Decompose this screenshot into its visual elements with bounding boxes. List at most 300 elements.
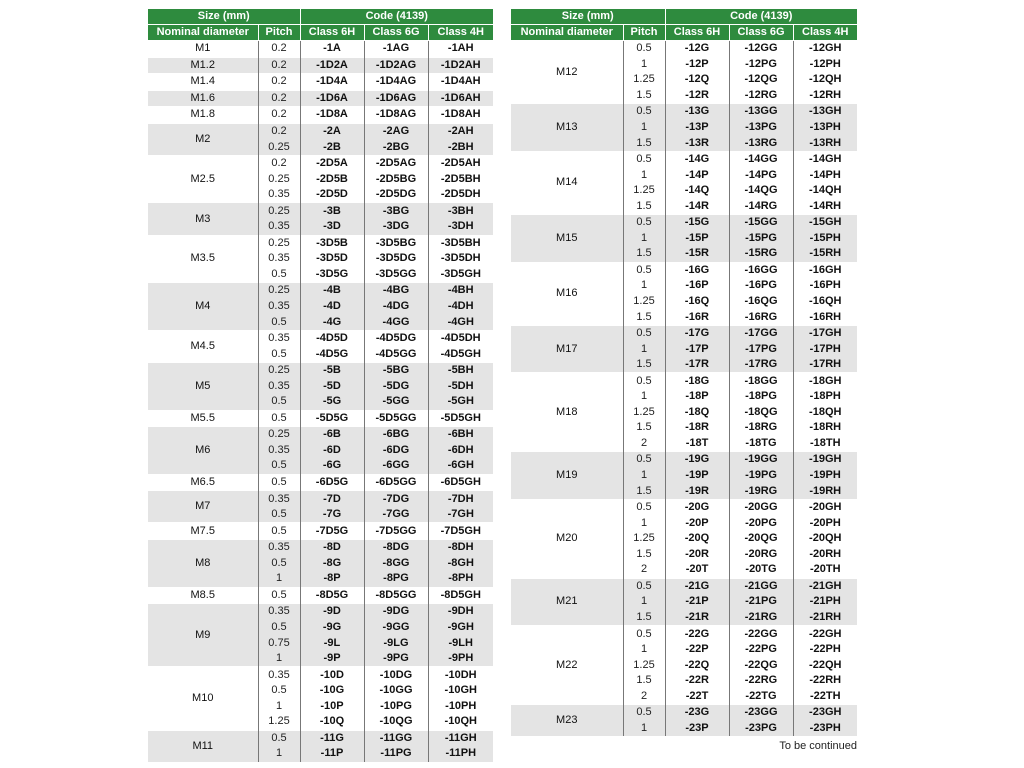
class-4h-code-cell: -3DH (428, 219, 493, 235)
class-6h-code-cell: -2A (300, 123, 364, 139)
class-6h-code-cell: -18Q (665, 405, 729, 421)
class-4h-code-cell: -19RH (793, 483, 857, 499)
nominal-diameter-cell: M18 (511, 373, 623, 452)
class-6h-code-cell: -23P (665, 721, 729, 737)
class-6h-code-cell: -17R (665, 357, 729, 373)
pitch-cell: 0.5 (258, 587, 300, 604)
class-4h-code-cell: -5GH (428, 394, 493, 410)
table-row (148, 604, 493, 620)
table-row (148, 123, 493, 139)
class-6h-code-cell: -13P (665, 120, 729, 136)
table-row (148, 41, 493, 58)
nominal-diameter-cell: M2 (148, 123, 258, 155)
pitch-cell: 1.25 (623, 183, 665, 199)
class-4h-code-cell: -2D5DH (428, 187, 493, 203)
class-4h-code-cell: -14QH (793, 183, 857, 199)
table-row (511, 262, 857, 278)
class-6g-code-cell: -5D5GG (364, 410, 428, 427)
class-6h-code-cell: -20T (665, 562, 729, 578)
class-4h-code-cell: -13RH (793, 135, 857, 151)
class-4h-code-cell: -8D5GH (428, 587, 493, 604)
pitch-cell: 0.5 (623, 373, 665, 389)
class-6g-code-cell: -8PG (364, 571, 428, 587)
left-header-row-1 (148, 9, 493, 25)
class-6g-code-cell: -9PG (364, 651, 428, 667)
class-4h-code-cell: -21GH (793, 578, 857, 594)
table-row (148, 57, 493, 74)
class-4h-code-cell: -18PH (793, 389, 857, 405)
class-6g-code-cell: -17RG (729, 357, 793, 373)
class-6h-code-cell: -14Q (665, 183, 729, 199)
class-6h-code-cell: -7D (300, 491, 364, 507)
nominal-diameter-cell: M6 (148, 427, 258, 475)
class-4h-code-cell: -16RH (793, 309, 857, 325)
class-6g-code-cell: -16RG (729, 309, 793, 325)
pitch-cell: 0.5 (623, 325, 665, 341)
class-4h-header: Class 4H (428, 25, 493, 41)
class-6g-code-cell: -10QG (364, 714, 428, 730)
pitch-cell: 1.5 (623, 420, 665, 436)
class-6g-code-cell: -20TG (729, 562, 793, 578)
pitch-cell: 1 (623, 120, 665, 136)
class-6h-header: Class 6H (300, 25, 364, 41)
pitch-cell: 1.5 (623, 547, 665, 563)
class-6g-code-cell: -6DG (364, 443, 428, 459)
class-6g-code-cell: -7D5GG (364, 523, 428, 540)
nominal-diameter-cell: M6.5 (148, 474, 258, 491)
class-4h-code-cell: -23PH (793, 721, 857, 737)
class-6h-code-cell: -4D5G (300, 346, 364, 362)
class-6h-code-cell: -21G (665, 578, 729, 594)
class-6g-code-cell: -5DG (364, 378, 428, 394)
table-row (148, 283, 493, 299)
code-header: Code (4139) (665, 9, 857, 25)
class-6g-code-cell: -22PG (729, 642, 793, 658)
pitch-cell: 0.35 (258, 604, 300, 620)
table-row (148, 235, 493, 251)
class-6h-code-cell: -12R (665, 88, 729, 104)
class-6h-code-cell: -18P (665, 389, 729, 405)
class-4h-code-cell: -15GH (793, 215, 857, 231)
class-6h-code-cell: -8P (300, 571, 364, 587)
class-6h-code-cell: -21R (665, 610, 729, 626)
pitch-cell: 1 (623, 341, 665, 357)
left-table-body (148, 41, 493, 762)
class-6g-code-cell: -16GG (729, 262, 793, 278)
nominal-diameter-cell: M7.5 (148, 523, 258, 540)
pitch-cell: 1.25 (623, 72, 665, 88)
table-row (148, 427, 493, 443)
class-4h-code-cell: -11PH (428, 746, 493, 762)
class-6h-code-cell: -1D6A (300, 90, 364, 107)
table-row (511, 41, 857, 57)
pitch-cell: 0.5 (623, 262, 665, 278)
class-4h-code-cell: -20QH (793, 531, 857, 547)
class-6g-code-cell: -6GG (364, 458, 428, 474)
size-header: Size (mm) (511, 9, 665, 25)
table-row (148, 587, 493, 604)
class-4h-code-cell: -3BH (428, 203, 493, 219)
class-6h-code-cell: -13G (665, 104, 729, 120)
class-6h-code-cell: -6G (300, 458, 364, 474)
class-6g-code-cell: -18RG (729, 420, 793, 436)
class-6g-code-cell: -21PG (729, 594, 793, 610)
class-4h-code-cell: -22PH (793, 642, 857, 658)
class-6h-code-cell: -12P (665, 57, 729, 73)
class-4h-code-cell: -5DH (428, 378, 493, 394)
right-header-row-2 (511, 25, 857, 41)
class-6h-code-cell: -12Q (665, 72, 729, 88)
pitch-cell: 1 (623, 468, 665, 484)
class-4h-code-cell: -13PH (793, 120, 857, 136)
pitch-header: Pitch (623, 25, 665, 41)
class-6g-code-cell: -22RG (729, 673, 793, 689)
class-6g-code-cell: -20QG (729, 531, 793, 547)
class-6g-code-cell: -6BG (364, 427, 428, 443)
class-6g-code-cell: -3D5GG (364, 267, 428, 283)
class-6g-code-cell: -23PG (729, 721, 793, 737)
nominal-diameter-cell: M11 (148, 730, 258, 762)
pitch-cell: 0.5 (258, 394, 300, 410)
class-6h-code-cell: -16G (665, 262, 729, 278)
class-4h-code-cell: -9LH (428, 635, 493, 651)
pitch-cell: 0.5 (258, 620, 300, 636)
class-6h-code-cell: -2D5A (300, 155, 364, 171)
pitch-cell: 1.25 (623, 531, 665, 547)
pitch-cell: 2 (623, 436, 665, 452)
table-row (511, 578, 857, 594)
class-4h-code-cell: -7D5GH (428, 523, 493, 540)
pitch-cell: 0.2 (258, 155, 300, 171)
pitch-cell: 1 (623, 57, 665, 73)
class-4h-code-cell: -1D8AH (428, 107, 493, 124)
class-6h-code-cell: -21P (665, 594, 729, 610)
class-6h-code-cell: -6D (300, 443, 364, 459)
class-6h-code-cell: -10G (300, 683, 364, 699)
class-6h-code-cell: -20R (665, 547, 729, 563)
pitch-cell: 0.5 (623, 499, 665, 515)
class-4h-code-cell: -14PH (793, 167, 857, 183)
pitch-cell: 0.25 (258, 427, 300, 443)
right-header-row-1 (511, 9, 857, 25)
pitch-cell: 0.5 (258, 410, 300, 427)
class-4h-code-cell: -16PH (793, 278, 857, 294)
class-4h-code-cell: -17GH (793, 325, 857, 341)
class-6h-code-cell: -16Q (665, 294, 729, 310)
class-4h-code-cell: -18GH (793, 373, 857, 389)
class-6h-code-cell: -1D2A (300, 57, 364, 74)
pitch-cell: 0.2 (258, 107, 300, 124)
class-4h-code-cell: -15PH (793, 231, 857, 247)
class-6g-code-cell: -7DG (364, 491, 428, 507)
nominal-diameter-cell: M23 (511, 704, 623, 736)
class-4h-code-cell: -2D5BH (428, 171, 493, 187)
table-row (511, 452, 857, 468)
class-6h-code-cell: -3B (300, 203, 364, 219)
class-6g-code-cell: -17GG (729, 325, 793, 341)
class-4h-code-cell: -6D5GH (428, 474, 493, 491)
class-6g-code-cell: -12PG (729, 57, 793, 73)
pitch-cell: 1.25 (623, 294, 665, 310)
class-6g-code-cell: -19RG (729, 483, 793, 499)
pitch-cell: 1.5 (623, 309, 665, 325)
class-4h-code-cell: -1D6AH (428, 90, 493, 107)
class-4h-code-cell: -23GH (793, 704, 857, 720)
class-6g-code-cell: -21RG (729, 610, 793, 626)
class-4h-code-cell: -4DH (428, 299, 493, 315)
class-6g-code-cell: -13PG (729, 120, 793, 136)
class-6g-header: Class 6G (729, 25, 793, 41)
class-4h-code-cell: -4GH (428, 314, 493, 330)
class-6g-code-cell: -3DG (364, 219, 428, 235)
nominal-diameter-cell: M1.6 (148, 90, 258, 107)
class-4h-code-cell: -11GH (428, 730, 493, 746)
pitch-cell: 0.5 (258, 346, 300, 362)
nominal-diameter-cell: M3.5 (148, 235, 258, 283)
class-6g-code-cell: -10GG (364, 683, 428, 699)
class-6h-code-cell: -14P (665, 167, 729, 183)
class-6g-code-cell: -16QG (729, 294, 793, 310)
class-6g-code-cell: -2AG (364, 123, 428, 139)
nominal-diameter-cell: M1.2 (148, 57, 258, 74)
nominal-diameter-cell: M3 (148, 203, 258, 235)
nominal-diameter-cell: M5 (148, 362, 258, 410)
table-row (511, 704, 857, 720)
class-4h-code-cell: -14RH (793, 198, 857, 214)
pitch-cell: 1 (623, 594, 665, 610)
class-6h-code-cell: -19R (665, 483, 729, 499)
class-6h-header: Class 6H (665, 25, 729, 41)
class-4h-code-cell: -10GH (428, 683, 493, 699)
table-row (148, 410, 493, 427)
class-6h-code-cell: -12G (665, 41, 729, 57)
class-4h-code-cell: -1AH (428, 41, 493, 58)
class-4h-header: Class 4H (793, 25, 857, 41)
pitch-cell: 1 (623, 721, 665, 737)
nominal-diameter-header: Nominal diameter (148, 25, 258, 41)
class-6h-code-cell: -10P (300, 698, 364, 714)
pitch-cell: 0.35 (258, 187, 300, 203)
table-row (148, 523, 493, 540)
pitch-cell: 0.5 (258, 474, 300, 491)
class-4h-code-cell: -5D5GH (428, 410, 493, 427)
table-row (511, 151, 857, 167)
class-6g-code-cell: -1D2AG (364, 57, 428, 74)
pitch-cell: 1 (623, 278, 665, 294)
continued-note: To be continued (779, 740, 857, 752)
class-6h-code-cell: -9L (300, 635, 364, 651)
class-4h-code-cell: -9DH (428, 604, 493, 620)
class-4h-code-cell: -22RH (793, 673, 857, 689)
class-4h-code-cell: -7DH (428, 491, 493, 507)
class-6h-code-cell: -22G (665, 626, 729, 642)
class-6g-code-cell: -19PG (729, 468, 793, 484)
pitch-cell: 0.5 (623, 41, 665, 57)
class-4h-code-cell: -2D5AH (428, 155, 493, 171)
nominal-diameter-cell: M8 (148, 539, 258, 587)
class-4h-code-cell: -12GH (793, 41, 857, 57)
pitch-cell: 0.2 (258, 123, 300, 139)
class-6g-code-cell: -12RG (729, 88, 793, 104)
class-6g-code-cell: -22TG (729, 688, 793, 704)
class-6h-code-cell: -10D (300, 667, 364, 683)
table-row (148, 90, 493, 107)
class-6g-code-cell: -15RG (729, 246, 793, 262)
class-6h-code-cell: -3D5B (300, 235, 364, 251)
pitch-cell: 0.5 (623, 104, 665, 120)
class-6h-code-cell: -15R (665, 246, 729, 262)
pitch-cell: 0.5 (258, 314, 300, 330)
class-6g-code-cell: -15GG (729, 215, 793, 231)
class-6h-code-cell: -5D (300, 378, 364, 394)
class-6h-code-cell: -6D5G (300, 474, 364, 491)
pitch-cell: 0.5 (258, 523, 300, 540)
right-size-table (511, 9, 857, 736)
class-4h-code-cell: -12PH (793, 57, 857, 73)
pitch-cell: 0.35 (258, 251, 300, 267)
class-6g-code-cell: -8GG (364, 556, 428, 572)
table-row (148, 667, 493, 683)
class-6h-code-cell: -16P (665, 278, 729, 294)
pitch-header: Pitch (258, 25, 300, 41)
pitch-cell: 1.5 (623, 135, 665, 151)
class-6h-code-cell: -4B (300, 283, 364, 299)
nominal-diameter-cell: M19 (511, 452, 623, 500)
pitch-cell: 0.35 (258, 378, 300, 394)
class-6g-code-cell: -8D5GG (364, 587, 428, 604)
size-header: Size (mm) (148, 9, 300, 25)
nominal-diameter-cell: M4 (148, 283, 258, 331)
class-6g-code-cell: -1AG (364, 41, 428, 58)
class-6h-code-cell: -2B (300, 139, 364, 155)
table-row (511, 325, 857, 341)
class-6g-code-cell: -10DG (364, 667, 428, 683)
table-row (148, 491, 493, 507)
class-6g-code-cell: -16PG (729, 278, 793, 294)
class-4h-code-cell: -20GH (793, 499, 857, 515)
class-6h-code-cell: -13R (665, 135, 729, 151)
class-6h-code-cell: -3D (300, 219, 364, 235)
class-6g-code-cell: -9DG (364, 604, 428, 620)
class-6h-code-cell: -19G (665, 452, 729, 468)
pitch-cell: 0.35 (258, 667, 300, 683)
class-6h-code-cell: -20P (665, 515, 729, 531)
nominal-diameter-header: Nominal diameter (511, 25, 623, 41)
pitch-cell: 0.2 (258, 90, 300, 107)
class-4h-code-cell: -4D5GH (428, 346, 493, 362)
class-6h-code-cell: -4G (300, 314, 364, 330)
table-row (148, 107, 493, 124)
pitch-cell: 0.25 (258, 283, 300, 299)
pitch-cell: 0.5 (623, 704, 665, 720)
nominal-diameter-cell: M2.5 (148, 155, 258, 203)
class-6g-code-cell: -12GG (729, 41, 793, 57)
class-6g-code-cell: -10PG (364, 698, 428, 714)
class-4h-code-cell: -4BH (428, 283, 493, 299)
class-4h-code-cell: -3D5DH (428, 251, 493, 267)
class-4h-code-cell: -1D4AH (428, 74, 493, 91)
nominal-diameter-cell: M21 (511, 578, 623, 626)
pitch-cell: 1.25 (258, 714, 300, 730)
pitch-cell: 0.5 (258, 507, 300, 523)
class-4h-code-cell: -21PH (793, 594, 857, 610)
class-4h-code-cell: -1D2AH (428, 57, 493, 74)
pitch-cell: 0.25 (258, 235, 300, 251)
pitch-cell: 0.2 (258, 57, 300, 74)
class-4h-code-cell: -2BH (428, 139, 493, 155)
class-4h-code-cell: -19GH (793, 452, 857, 468)
class-6g-code-cell: -14GG (729, 151, 793, 167)
class-4h-code-cell: -20RH (793, 547, 857, 563)
pitch-cell: 0.35 (258, 443, 300, 459)
table-row (511, 373, 857, 389)
class-6h-code-cell: -10Q (300, 714, 364, 730)
class-6g-code-cell: -4D5DG (364, 330, 428, 346)
class-4h-code-cell: -16QH (793, 294, 857, 310)
pitch-cell: 1 (623, 167, 665, 183)
pitch-cell: 0.25 (258, 362, 300, 378)
class-6h-code-cell: -18R (665, 420, 729, 436)
class-6g-code-cell: -7GG (364, 507, 428, 523)
class-4h-code-cell: -18TH (793, 436, 857, 452)
class-6h-code-cell: -14G (665, 151, 729, 167)
nominal-diameter-cell: M7 (148, 491, 258, 523)
nominal-diameter-cell: M1.4 (148, 74, 258, 91)
class-6h-code-cell: -9P (300, 651, 364, 667)
table-row (148, 539, 493, 555)
class-6g-code-cell: -4BG (364, 283, 428, 299)
nominal-diameter-cell: M1.8 (148, 107, 258, 124)
class-6g-code-cell: -3BG (364, 203, 428, 219)
class-6g-code-cell: -20PG (729, 515, 793, 531)
class-6h-code-cell: -3D5G (300, 267, 364, 283)
class-6h-code-cell: -15P (665, 231, 729, 247)
class-6g-code-cell: -19GG (729, 452, 793, 468)
pitch-cell: 0.35 (258, 539, 300, 555)
class-6g-code-cell: -13RG (729, 135, 793, 151)
class-6g-code-cell: -3D5BG (364, 235, 428, 251)
class-4h-code-cell: -8PH (428, 571, 493, 587)
class-4h-code-cell: -6DH (428, 443, 493, 459)
pitch-cell: 1.5 (623, 673, 665, 689)
class-6h-code-cell: -23G (665, 704, 729, 720)
class-4h-code-cell: -17RH (793, 357, 857, 373)
class-6g-code-cell: -1D6AG (364, 90, 428, 107)
class-6g-code-cell: -5GG (364, 394, 428, 410)
class-6h-code-cell: -5B (300, 362, 364, 378)
class-4h-code-cell: -5BH (428, 362, 493, 378)
nominal-diameter-cell: M12 (511, 41, 623, 104)
class-4h-code-cell: -19PH (793, 468, 857, 484)
class-6h-code-cell: -18T (665, 436, 729, 452)
class-4h-code-cell: -6BH (428, 427, 493, 443)
pitch-cell: 0.5 (258, 267, 300, 283)
class-6g-code-cell: -2D5AG (364, 155, 428, 171)
class-6h-code-cell: -7G (300, 507, 364, 523)
class-6g-code-cell: -17PG (729, 341, 793, 357)
class-6g-code-cell: -8DG (364, 539, 428, 555)
table-row (511, 104, 857, 120)
pitch-cell: 1 (623, 231, 665, 247)
nominal-diameter-cell: M8.5 (148, 587, 258, 604)
class-6h-code-cell: -17G (665, 325, 729, 341)
nominal-diameter-cell: M9 (148, 604, 258, 667)
class-6g-code-cell: -22GG (729, 626, 793, 642)
class-6h-code-cell: -5G (300, 394, 364, 410)
class-6h-code-cell: -1D4A (300, 74, 364, 91)
class-6g-code-cell: -4D5GG (364, 346, 428, 362)
pitch-cell: 1.5 (623, 246, 665, 262)
